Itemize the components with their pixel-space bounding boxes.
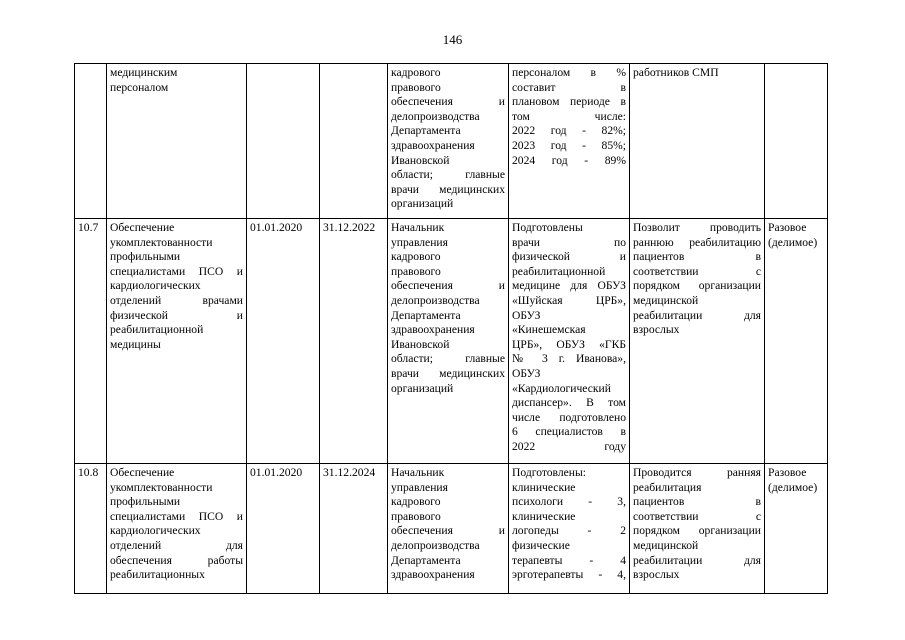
cell-text-line: обеспечения и [391,524,505,538]
cell-text-line: кадрового [391,66,441,79]
row-number-cell [75,219,107,464]
cell-text-line: здравоохранения [391,568,475,582]
cell-text-line: плановом периоде в [512,95,626,109]
result-cell [509,64,630,219]
effect-cell [630,464,765,594]
cell-text-line: ОБУЗ [512,308,541,322]
cell-text-line: психологи - 3, [512,495,626,509]
cell-text-line: (делимое) [768,480,818,494]
cell-text-line: 2022 год - 82%; [512,124,626,138]
cell-text-line: пациентов в [633,250,761,264]
cell-text-line: Подготовлены [512,221,583,234]
cell-text-line: Разовое [768,221,807,234]
cell-text-line: правового [391,80,441,94]
cell-text-line: физические [512,538,570,552]
cell-text-line: Ивановской [391,153,450,167]
cell-text-line: делопроизводства [391,538,480,552]
cell-text-line: (делимое) [768,235,818,249]
cell-text: 31.12.2022 [323,221,376,234]
cell-text-line: профильными [110,250,181,264]
cell-text-line: правового [391,264,441,278]
cell-text-line: Проводится ранняя [633,466,761,479]
cell-text-line: реабилитационной [512,264,606,278]
row-number-cell [75,64,107,219]
cell-text-line: области; главные [391,168,505,182]
cell-text-line: отделений врачами [110,293,243,307]
cell-text-line: области; главные [391,352,505,366]
cell-text-line: Позволит проводить [633,221,761,234]
cell-text-line: кардиологических [110,524,201,538]
cell-text-line: правового [391,509,441,523]
cell-text-line: «Шуйская ЦРБ», [512,293,626,307]
start-date-cell [247,464,320,594]
cell-text-line: организаций [391,381,454,395]
cell-text-line: логопеды - 2 [512,524,626,538]
cell-text-line: работников СМП [633,66,719,79]
cell-text: 31.12.2024 [323,466,376,479]
cell-text-line: здравоохранения [391,323,475,337]
cell-text-line: Разовое [768,466,807,479]
cell-text-line: соответствии с [633,509,761,523]
end-date-cell [320,464,388,594]
cell-text-line: медицинской [633,538,699,552]
cell-text-line: Обеспечение [110,466,175,479]
cell-text-line: медицины [110,337,161,351]
cell-text-line: Департамента [391,553,461,567]
cell-text-line: порядком организации [633,279,761,293]
cell-text-line: обеспечения и [391,279,505,293]
cell-text-line: диспансер». В том [512,396,626,410]
cell-text-line: ЦРБ», ОБУЗ «ГКБ [512,337,626,351]
type-cell [765,64,828,219]
result-cell [509,219,630,464]
cell-text-line: профильными [110,495,181,509]
cell-text: 01.01.2020 [250,466,303,479]
effect-cell [630,219,765,464]
cell-text-line: Департамента [391,308,461,322]
cell-text-line: числе подготовлено [512,410,626,424]
measure-name-cell [107,64,247,219]
cell-text-line: реабилитации для [633,308,761,322]
effect-cell [630,64,765,219]
cell-text-line: 2024 год - 89% [512,153,626,167]
type-cell [765,464,828,594]
cell-text-line: укомплектованности [110,235,213,249]
cell-text-line: реабилитационных [110,568,205,582]
cell-text-line: делопроизводства [391,293,480,307]
cell-text-line: специалистами ПСО и [110,264,243,278]
cell-text-line: кадрового [391,495,441,509]
cell-text-line: Начальник [391,466,445,479]
cell-text-line: взрослых [633,568,680,582]
page-number: 146 [442,32,463,47]
cell-text-line: Ивановской [391,337,450,351]
cell-text-line: «Кинешемская [512,323,586,337]
cell-text-line: эрготерапевты - 4, [512,568,626,582]
type-cell [765,219,828,464]
cell-text-line: клинические [512,480,576,494]
cell-text-line: медицинским [110,66,178,79]
cell-text-line: укомплектованности [110,480,213,494]
table-body [75,64,828,594]
cell-text-line: Обеспечение [110,221,175,234]
cell-text-line: врачи по [512,235,626,249]
cell-text-line: реабилитации для [633,553,761,567]
cell-text-line: 6 специалистов в [512,425,626,439]
cell-text-line: Департамента [391,124,461,138]
table-row [75,464,828,594]
cell-text-line: управления [391,480,448,494]
cell-text-line: специалистами ПСО и [110,509,243,523]
cell-text-line: медицинской [633,293,699,307]
cell-text-line: реабилитационной [110,323,204,337]
cell-text-line: соответствии с [633,264,761,278]
table-row [75,219,828,464]
row-number-cell [75,464,107,594]
cell-text-line: терапевты - 4 [512,553,626,567]
cell-text: 10.7 [78,221,99,234]
table-row [75,64,828,219]
responsible-cell [388,219,509,464]
result-cell [509,464,630,594]
cell-text-line: кардиологических [110,279,201,293]
cell-text-line: Начальник [391,221,445,234]
cell-text-line: составит в [512,80,626,94]
cell-text-line: персоналом в % [512,66,626,79]
cell-text-line: медицине для ОБУЗ [512,279,626,293]
cell-text-line: управления [391,235,448,249]
cell-text-line: физической и [512,250,626,264]
cell-text-line: раннюю реабилитацию [633,235,761,249]
cell-text-line: том числе: [512,109,626,123]
cell-text-line: «Кардиологический [512,381,611,395]
cell-text-line: Подготовлены: [512,466,587,479]
cell-text-line: врачи медицинских [391,366,505,380]
start-date-cell [247,219,320,464]
cell-text-line: кадрового [391,250,441,264]
measure-name-cell [107,219,247,464]
end-date-cell [320,219,388,464]
cell-text-line: порядком организации [633,524,761,538]
cell-text-line: реабилитация [633,480,702,494]
cell-text-line: клинические [512,509,576,523]
cell-text: 01.01.2020 [250,221,303,234]
responsible-cell [388,64,509,219]
cell-text-line: ОБУЗ [512,366,541,380]
start-date-cell [247,64,320,219]
cell-text-line: организаций [391,197,454,211]
end-date-cell [320,64,388,219]
cell-text-line: персоналом [110,80,169,94]
cell-text-line: пациентов в [633,495,761,509]
measure-name-cell [107,464,247,594]
cell-text: 10.8 [78,466,99,479]
responsible-cell [388,464,509,594]
cell-text-line: 2022 году [512,439,626,453]
plan-table [74,63,828,594]
cell-text-line: взрослых [633,323,680,337]
cell-text-line: отделений для [110,538,243,552]
cell-text-line: здравоохранения [391,138,475,152]
cell-text-line: обеспечения работы [110,553,243,567]
cell-text-line: № 3 г. Иванова», [512,352,626,366]
cell-text-line: делопроизводства [391,109,480,123]
cell-text-line: обеспечения и [391,95,505,109]
cell-text-line: 2023 год - 85%; [512,138,626,152]
cell-text-line: физической и [110,308,243,322]
cell-text-line: врачи медицинских [391,182,505,196]
